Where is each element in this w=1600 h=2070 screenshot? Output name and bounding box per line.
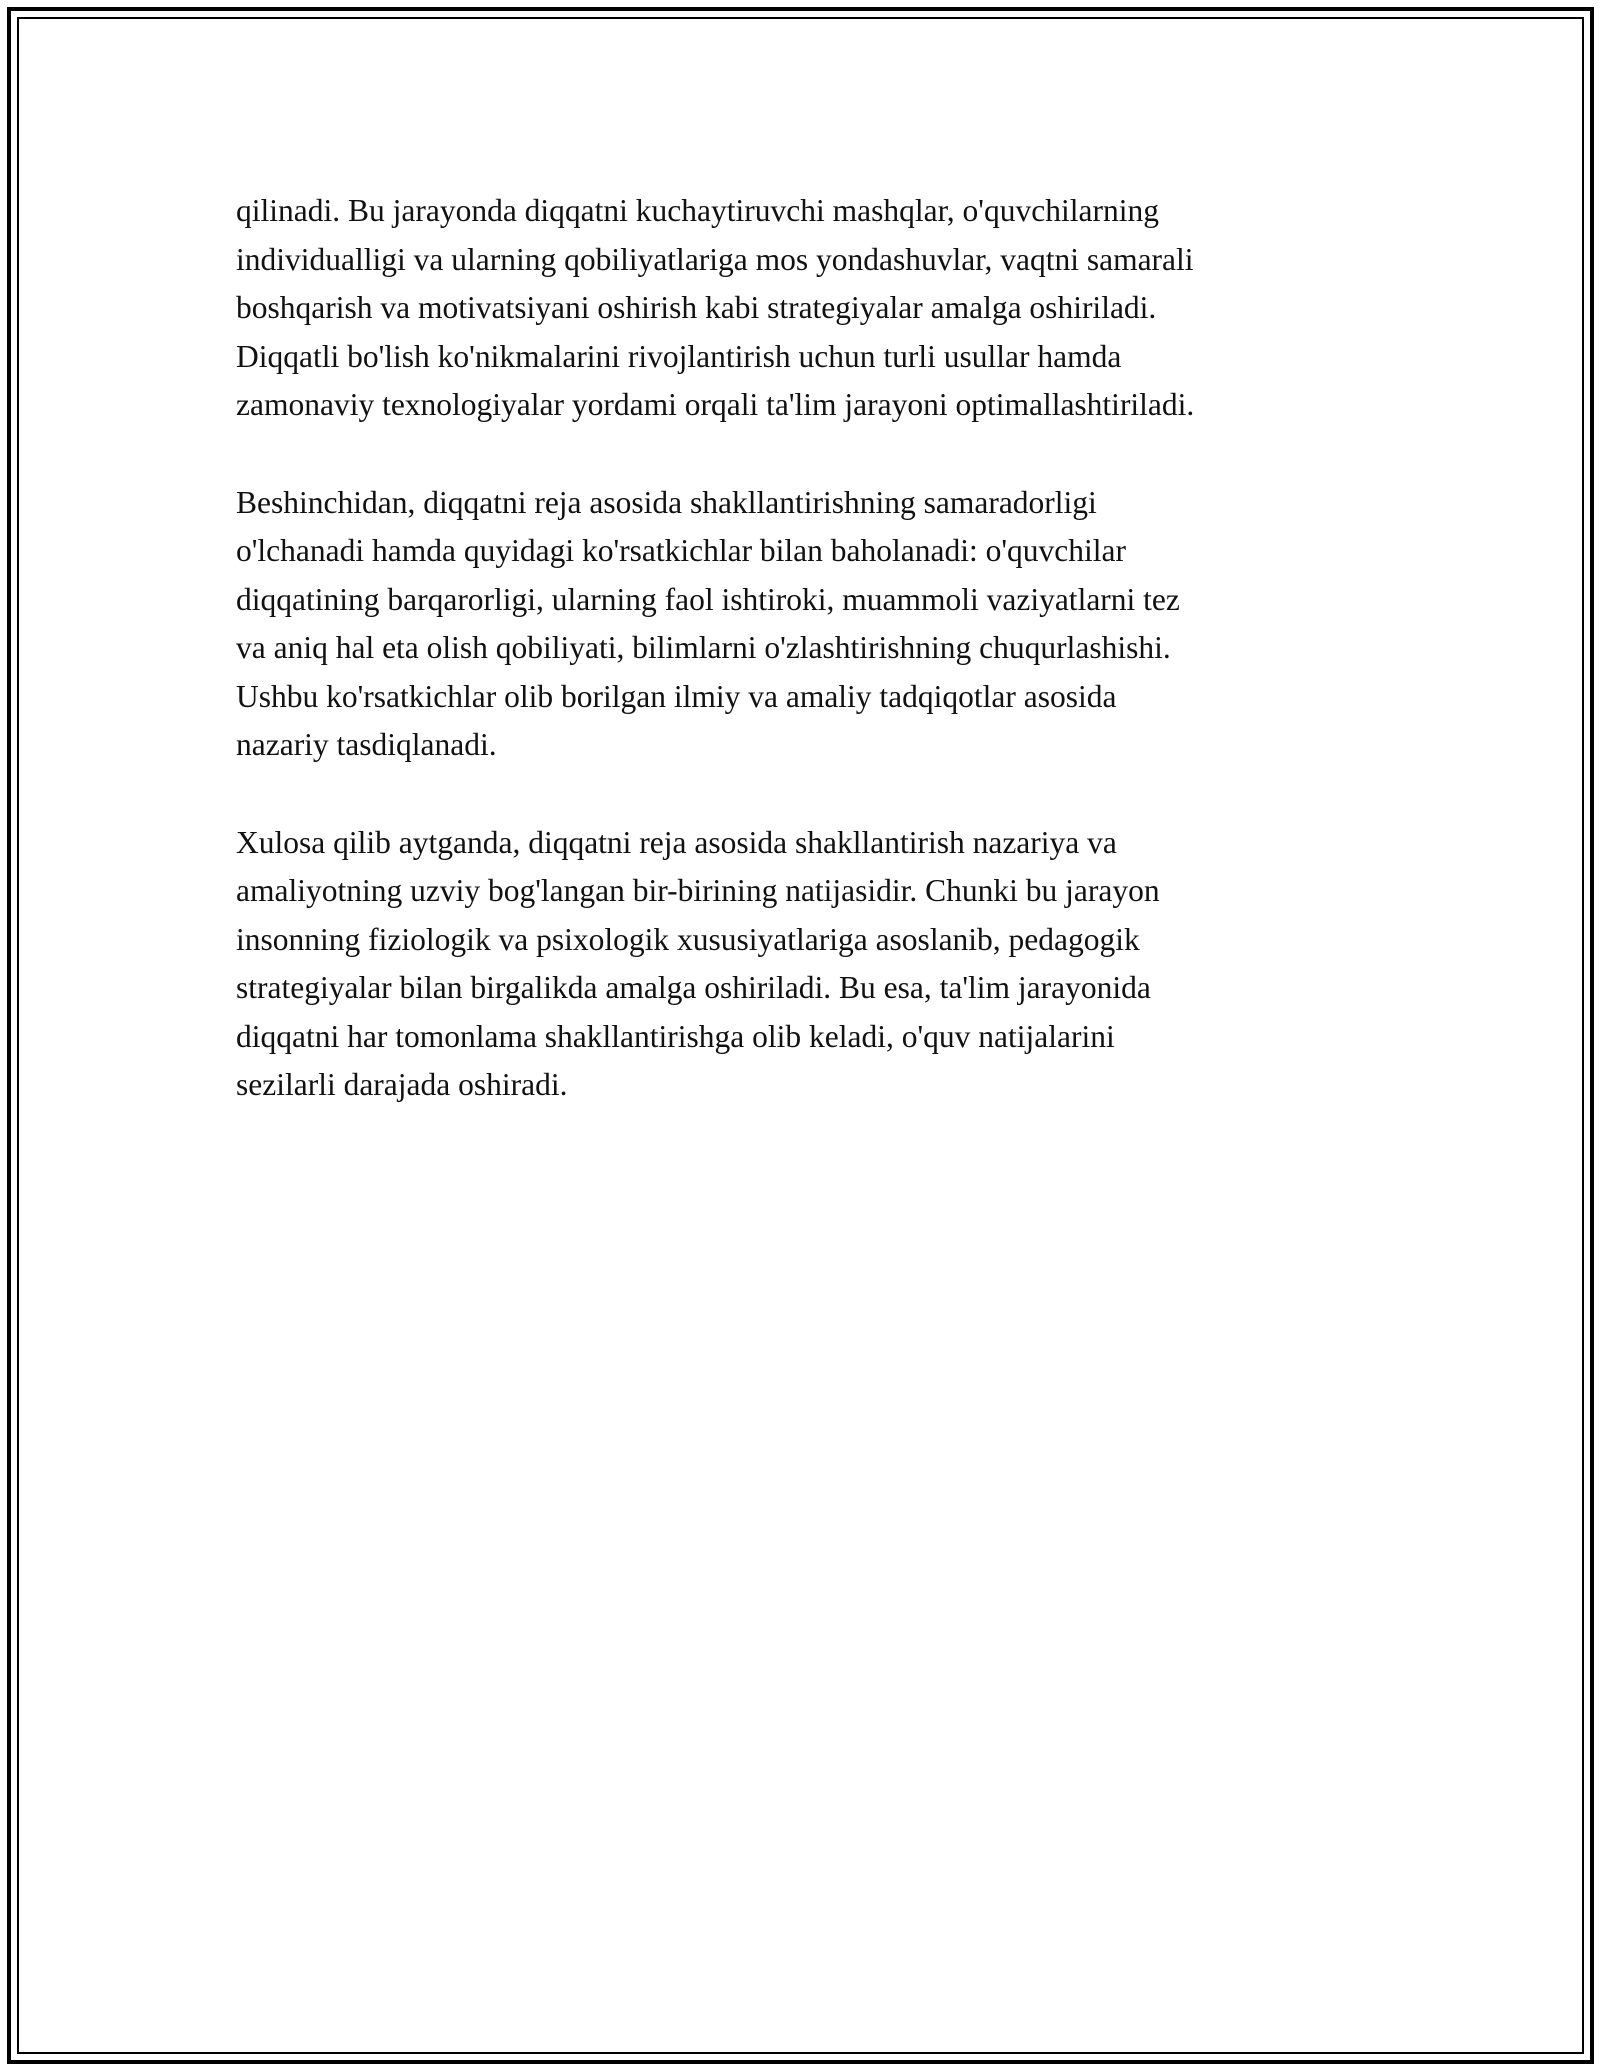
paragraph-3: Xulosa qilib aytganda, diqqatni reja asosida shakllantirish nazariya va amaliyotning uzviy bog'langan bir-birining natijasidir. Chunki bu jarayon insonning fiziologik va psixologik xususiyatlariga asoslanib, pedagogik strategiyalar bilan birgalikda amalga oshiriladi. Bu esa, ta'lim jarayonida diqqatni har tomonlama shakllantirishga olib keladi, o'quv natijalarini sezilarli darajada oshiradi. bbox=[236, 824, 1160, 1102]
page-content bbox=[236, 187, 1366, 1159]
paragraph-1: qilinadi. Bu jarayonda diqqatni kuchaytiruvchi mashqlar, o'quvchilarning individualligi va ularning qobiliyatlariga mos yondashuvlar, vaqtni samarali boshqarish va motivatsiyani oshirish kabi strategiyalar amalga oshiriladi. Diqqatli bo'lish ko'nikmalarini rivojlantirish uchun turli usullar hamda zamonaviy texnologiyalar yordami orqali ta'lim jarayoni optimallashtiriladi. bbox=[236, 193, 1195, 422]
paragraph-2: Beshinchidan, diqqatni reja asosida shakllantirishning samaradorligi o'lchanadi hamda quyidagi ko'rsatkichlar bilan baholanadi: o'quvchilar diqqatining barqarorligi, ularning faol ishtiroki, muammoli vaziyatlarni tez va aniq hal eta olish qobiliyati, bilimlarni o'zlashtirishning chuqurlashishi. Ushbu ko'rsatkichlar olib borilgan ilmiy va amaliy tadqiqotlar asosida nazariy tasdiqlanadi. bbox=[236, 484, 1180, 762]
